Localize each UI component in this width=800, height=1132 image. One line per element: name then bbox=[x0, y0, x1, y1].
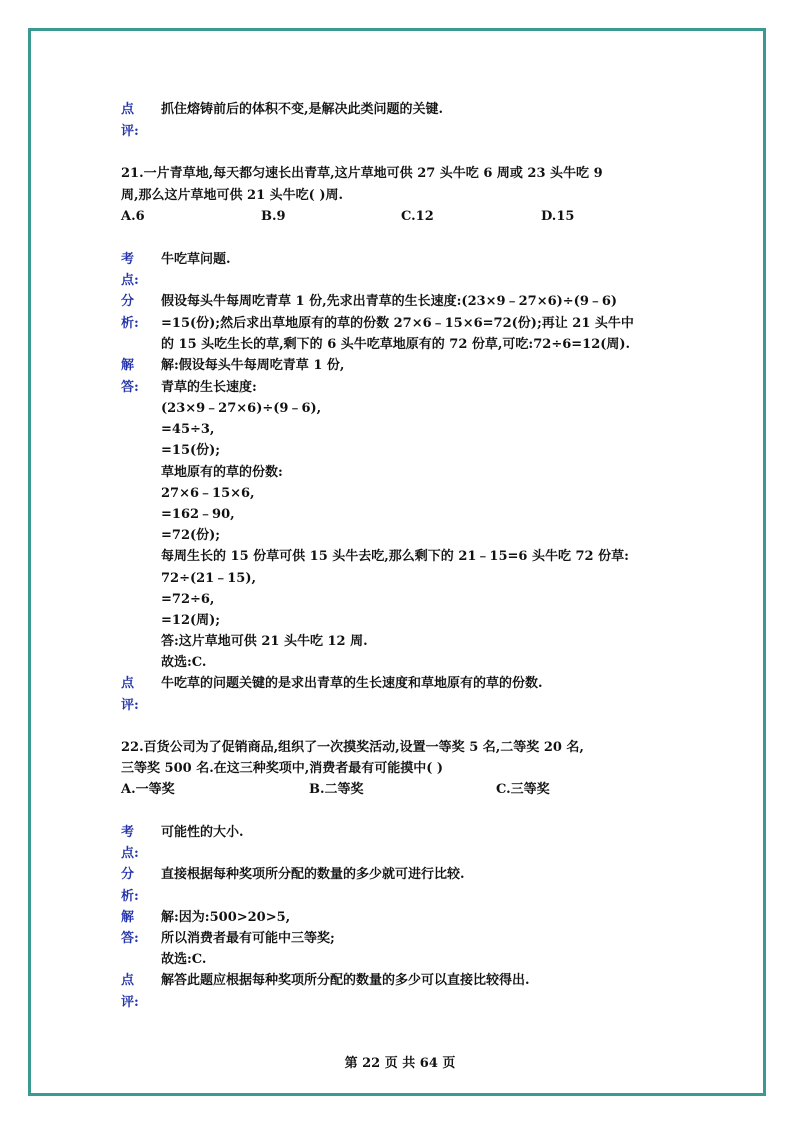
q22-jieda-3: 故选:C. bbox=[161, 952, 207, 967]
page-footer: 第 22 页 共 64 页 bbox=[344, 1056, 456, 1071]
tag-ping: 评: bbox=[121, 698, 139, 713]
q21-jieda-11: 72÷(21﹣15), bbox=[161, 571, 256, 586]
tag-dian: 点 bbox=[121, 973, 135, 988]
q21-jieda-9: =72(份); bbox=[161, 528, 221, 543]
q22-stem-line1: 22.百货公司为了促销商品,组织了一次摸奖活动,设置一等奖 5 名,二等奖 20 名, bbox=[121, 740, 584, 755]
q22-stem-line2: 三等奖 500 名.在这三种奖项中,消费者最有可能摸中( ) bbox=[121, 761, 444, 776]
q21-jieda-5: =15(份); bbox=[161, 443, 221, 458]
q21-kaodian: 牛吃草问题. bbox=[161, 252, 231, 267]
tag-dian: 点 bbox=[121, 676, 135, 691]
tag-da: 答: bbox=[121, 380, 139, 395]
q21-fenxi-1: 假设每头牛每周吃青草 1 份,先求出青草的生长速度:(23×9﹣27×6)÷(9﹣6) bbox=[161, 294, 618, 309]
tag-dian: 点 bbox=[121, 102, 135, 117]
q21-jieda-7: 27×6﹣15×6, bbox=[161, 486, 255, 501]
q22-fenxi: 直接根据每种奖项所分配的数量的多少就可进行比较. bbox=[161, 867, 465, 882]
tag-fen: 分 bbox=[121, 294, 135, 309]
q22-option-c: C.三等奖 bbox=[496, 782, 550, 797]
q21-option-b: B.9 bbox=[261, 209, 286, 224]
q21-jieda-10: 每周生长的 15 份草可供 15 头牛去吃,那么剩下的 21﹣15=6 头牛吃 72 份草: bbox=[161, 549, 629, 564]
q21-jieda-4: =45÷3, bbox=[161, 422, 215, 437]
q21-option-a: A.6 bbox=[121, 209, 145, 224]
tag-da: 答: bbox=[121, 931, 139, 946]
q22-dianping: 解答此题应根据每种奖项所分配的数量的多少可以直接比较得出. bbox=[161, 973, 530, 988]
q22-kaodian: 可能性的大小. bbox=[161, 825, 244, 840]
q21-fenxi-3: 的 15 头吃生长的草,剩下的 6 头牛吃草地原有的 72 份草,可吃:72÷6=12(周). bbox=[161, 337, 631, 352]
tag-kao: 考 bbox=[121, 825, 135, 840]
q21-dianping: 牛吃草的问题关键的是求出青草的生长速度和草地原有的草的份数. bbox=[161, 676, 543, 691]
q21-option-c: C.12 bbox=[401, 209, 434, 224]
tag-xi: 析: bbox=[121, 316, 139, 331]
q21-option-d: D.15 bbox=[541, 209, 575, 224]
q21-jieda-12: =72÷6, bbox=[161, 592, 215, 607]
tag-fen: 分 bbox=[121, 867, 135, 882]
q22-option-b: B.二等奖 bbox=[309, 782, 364, 797]
q21-jieda-8: =162﹣90, bbox=[161, 507, 235, 522]
q21-fenxi-2: =15(份);然后求出草地原有的草的份数 27×6﹣15×6=72(份);再让 21 头牛中 bbox=[161, 316, 634, 331]
tag-ping: 评: bbox=[121, 995, 139, 1010]
tag-jie: 解 bbox=[121, 358, 135, 373]
q21-jieda-6: 草地原有的草的份数: bbox=[161, 465, 283, 480]
q21-jieda-3: (23×9﹣27×6)÷(9﹣6), bbox=[161, 401, 322, 416]
tag-xi: 析: bbox=[121, 889, 139, 904]
q20-comment: 抓住熔铸前后的体积不变,是解决此类问题的关键. bbox=[161, 102, 444, 117]
tag-dian2: 点: bbox=[121, 273, 139, 288]
q21-jieda-15: 故选:C. bbox=[161, 655, 207, 670]
q21-stem-line1: 21.一片青草地,每天都匀速长出青草,这片草地可供 27 头牛吃 6 周或 23 头牛吃 9 bbox=[121, 166, 603, 181]
q21-jieda-14: 答:这片草地可供 21 头牛吃 12 周. bbox=[161, 634, 368, 649]
tag-kao: 考 bbox=[121, 252, 135, 267]
q21-jieda-2: 青草的生长速度: bbox=[161, 380, 257, 395]
q21-stem-line2: 周,那么这片草地可供 21 头牛吃( )周. bbox=[121, 188, 344, 203]
q22-option-a: A.一等奖 bbox=[121, 782, 175, 797]
tag-ping: 评: bbox=[121, 124, 139, 139]
tag-jie: 解 bbox=[121, 910, 135, 925]
q21-jieda-13: =12(周); bbox=[161, 613, 221, 628]
tag-dian2: 点: bbox=[121, 846, 139, 861]
q22-jieda-2: 所以消费者最有可能中三等奖; bbox=[161, 931, 335, 946]
q22-jieda-1: 解:因为:500>20>5, bbox=[161, 910, 291, 925]
q21-jieda-1: 解:假设每头牛每周吃青草 1 份, bbox=[161, 358, 345, 373]
